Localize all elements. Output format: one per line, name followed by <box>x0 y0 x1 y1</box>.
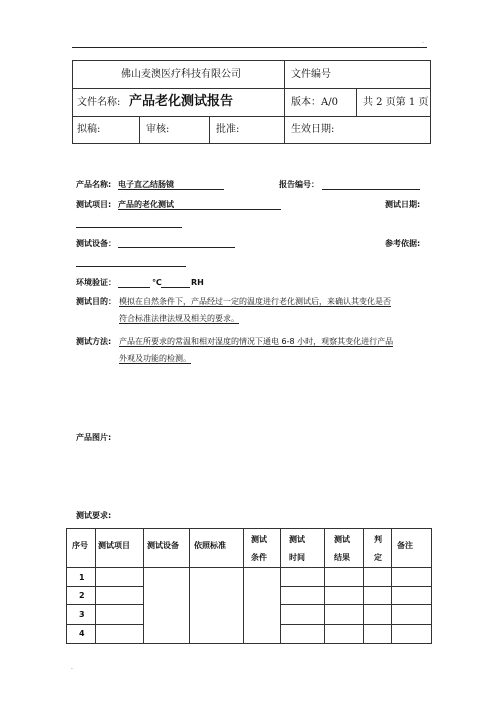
effective-date-label: 生效日期: <box>291 124 335 135</box>
col-remark-header: 备注 <box>397 541 413 550</box>
col-judge-header-2: 定 <box>374 553 382 562</box>
test-requirements-table <box>66 528 432 644</box>
col-time-header-1: 测试 <box>289 535 305 544</box>
col-equipment-header: 测试设备 <box>147 541 179 550</box>
product-photo-label: 产品图片: <box>76 433 112 442</box>
product-name-label: 产品名称: <box>76 180 112 189</box>
table-col-divider <box>243 529 244 643</box>
table-col-divider <box>391 529 392 643</box>
test-item-value: 产品的老化测试 <box>118 200 174 209</box>
table-col-divider <box>95 529 96 643</box>
page-info: 共 2 页第 1 页 <box>363 97 429 108</box>
header-col-divider <box>284 116 285 143</box>
company-name: 佛山麦澳医疗科技有限公司 <box>121 69 241 80</box>
col-item-header: 测试项目 <box>98 541 130 550</box>
table-row-divider <box>280 624 431 625</box>
corner-mark: . <box>422 38 424 45</box>
temperature-unit: ℃ <box>152 278 162 287</box>
table-row-number: 3 <box>79 610 85 619</box>
method-line-1: 产品在所要求的常温和相对湿度的情况下通电 6-8 小时，观察其变化进行产品 <box>119 337 394 346</box>
temperature-field <box>118 287 150 288</box>
report-number-field <box>322 189 420 190</box>
document-header-table <box>72 60 431 144</box>
test-item-label: 测试项目: <box>76 200 112 209</box>
requirements-label: 测试要求: <box>76 511 112 520</box>
purpose-line-2: 符合标准法律法规及相关的要求。 <box>119 314 239 323</box>
col-judge-header-1: 判 <box>374 535 382 544</box>
drafter-label: 拟稿: <box>77 124 101 135</box>
table-col-divider <box>143 529 144 643</box>
equipment-label: 测试设备： <box>76 239 116 248</box>
header-col-divider <box>209 116 210 143</box>
doc-name-label: 文件名称: <box>77 97 121 108</box>
test-item-underline <box>118 209 281 210</box>
header-col-divider <box>139 116 140 143</box>
reference-label: 参考依据: <box>385 239 421 248</box>
table-row-divider <box>280 586 431 587</box>
purpose-line-1: 模拟在自然条件下，产品经过一定的温度进行老化测试后，来确认其变化是否 <box>119 297 391 306</box>
test-date-field <box>76 227 182 228</box>
environment-label: 环境验证： <box>76 278 116 287</box>
col-result-header-2: 结果 <box>334 553 350 562</box>
footer-mark: . <box>71 664 73 671</box>
doc-number-label: 文件编号 <box>291 69 331 80</box>
method-line-2: 外观及功能的检测。 <box>119 354 191 363</box>
approver-label: 批准: <box>216 124 240 135</box>
humidity-field <box>161 287 190 288</box>
col-result-header-1: 测试 <box>334 535 350 544</box>
col-time-header-2: 时间 <box>289 553 305 562</box>
report-number-label: 报告编号： <box>279 180 319 189</box>
table-col-divider <box>189 529 190 643</box>
col-seq-header: 序号 <box>72 541 88 550</box>
product-name-value: 电子直乙结肠镜 <box>118 180 174 189</box>
table-row-divider <box>280 604 431 605</box>
equipment-field <box>118 247 235 248</box>
table-row-divider <box>67 586 143 587</box>
table-row-number: 2 <box>79 591 85 600</box>
col-condition-header-2: 条件 <box>251 553 267 562</box>
purpose-text <box>119 293 391 327</box>
table-header-divider <box>67 567 431 568</box>
table-col-divider <box>363 529 364 643</box>
table-row-divider <box>67 604 143 605</box>
reference-field <box>76 266 186 267</box>
header-col-divider <box>356 88 357 116</box>
table-row-number: 1 <box>79 573 85 582</box>
table-row-number: 4 <box>79 629 85 638</box>
col-standard-header: 依照标准 <box>194 541 226 550</box>
humidity-unit: RH <box>191 278 204 287</box>
header-col-divider <box>284 61 285 116</box>
method-label: 测试方法: <box>76 337 112 346</box>
header-row-divider <box>73 88 430 89</box>
header-rule <box>72 47 427 48</box>
table-col-divider <box>324 529 325 643</box>
method-text <box>119 333 393 367</box>
product-name-underline <box>118 189 224 190</box>
col-condition-header-1: 测试 <box>251 535 267 544</box>
purpose-label: 测试目的： <box>76 297 116 306</box>
version-text: 版本：A/0 <box>291 97 338 108</box>
header-row-divider <box>73 116 430 117</box>
reviewer-label: 审核: <box>146 124 170 135</box>
table-col-divider <box>280 529 281 643</box>
table-row-divider <box>67 624 143 625</box>
test-date-label: 测试日期: <box>385 200 421 209</box>
doc-name: 产品老化测试报告 <box>129 94 234 109</box>
